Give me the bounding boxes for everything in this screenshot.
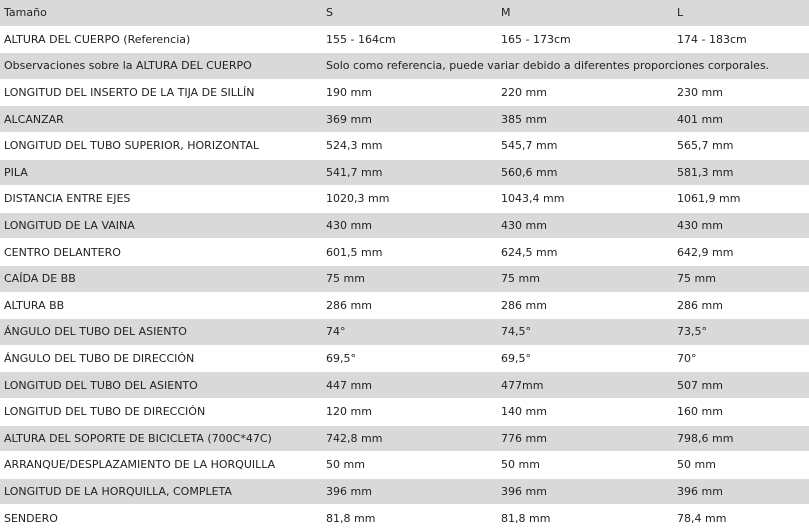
size-m-value: 220 mm	[497, 79, 673, 106]
table-row	[0, 452, 809, 479]
size-l-value: 507 mm	[673, 372, 809, 399]
table-row	[0, 106, 809, 133]
table-row	[0, 212, 809, 239]
size-s-value: 286 mm	[322, 292, 497, 319]
size-l-value: 396 mm	[673, 478, 809, 505]
size-m-header: M	[497, 0, 673, 26]
size-s-value: 430 mm	[322, 212, 497, 239]
row-note: Solo como referencia, puede variar debido a diferentes proporciones corporales.	[322, 53, 809, 80]
size-s-value: 120 mm	[322, 398, 497, 425]
size-l-header: L	[673, 0, 809, 26]
table-row	[0, 372, 809, 399]
size-m-value: 81,8 mm	[497, 505, 673, 532]
row-label: ALTURA DEL CUERPO (Referencia)	[0, 26, 322, 53]
table-row	[0, 478, 809, 505]
size-s-value: 190 mm	[322, 79, 497, 106]
row-label: LONGITUD DEL TUBO SUPERIOR, HORIZONTAL	[0, 132, 322, 159]
size-m-value: 430 mm	[497, 212, 673, 239]
row-label: SENDERO	[0, 505, 322, 532]
size-m-value: 545,7 mm	[497, 132, 673, 159]
row-label: LONGITUD DEL INSERTO DE LA TIJA DE SILLÍN	[0, 79, 322, 106]
table-row	[0, 398, 809, 425]
size-m-value: 75 mm	[497, 265, 673, 292]
size-s-value: 524,3 mm	[322, 132, 497, 159]
size-m-value: 50 mm	[497, 452, 673, 479]
size-s-value: 742,8 mm	[322, 425, 497, 452]
size-l-value: 75 mm	[673, 265, 809, 292]
row-label: ARRANQUE/DESPLAZAMIENTO DE LA HORQUILLA	[0, 452, 322, 479]
table-row	[0, 186, 809, 213]
header-label: Tamaño	[0, 0, 322, 26]
table-row	[0, 292, 809, 319]
size-m-value: 396 mm	[497, 478, 673, 505]
size-l-value: 1061,9 mm	[673, 186, 809, 213]
size-l-value: 174 - 183cm	[673, 26, 809, 53]
table-row	[0, 79, 809, 106]
size-m-value: 624,5 mm	[497, 239, 673, 266]
row-label: ALCANZAR	[0, 106, 322, 133]
size-l-value: 70°	[673, 345, 809, 372]
size-s-value: 447 mm	[322, 372, 497, 399]
size-m-value: 477mm	[497, 372, 673, 399]
size-s-value: 74°	[322, 319, 497, 346]
row-label: LONGITUD DEL TUBO DEL ASIENTO	[0, 372, 322, 399]
table-row	[0, 132, 809, 159]
size-m-value: 286 mm	[497, 292, 673, 319]
row-label: LONGITUD DE LA HORQUILLA, COMPLETA	[0, 478, 322, 505]
row-label: ALTURA DEL SOPORTE DE BICICLETA (700C*47C)	[0, 425, 322, 452]
size-l-value: 50 mm	[673, 452, 809, 479]
size-m-value: 385 mm	[497, 106, 673, 133]
size-l-value: 286 mm	[673, 292, 809, 319]
row-label: ÁNGULO DEL TUBO DEL ASIENTO	[0, 319, 322, 346]
size-s-value: 81,8 mm	[322, 505, 497, 532]
row-label: ÁNGULO DEL TUBO DE DIRECCIÓN	[0, 345, 322, 372]
size-l-value: 401 mm	[673, 106, 809, 133]
table-row	[0, 265, 809, 292]
size-m-value: 140 mm	[497, 398, 673, 425]
size-s-value: 155 - 164cm	[322, 26, 497, 53]
size-s-value: 1020,3 mm	[322, 186, 497, 213]
size-l-value: 160 mm	[673, 398, 809, 425]
table-row	[0, 239, 809, 266]
size-l-value: 78,4 mm	[673, 505, 809, 532]
size-l-value: 230 mm	[673, 79, 809, 106]
size-l-value: 73,5°	[673, 319, 809, 346]
size-l-value: 642,9 mm	[673, 239, 809, 266]
size-s-value: 541,7 mm	[322, 159, 497, 186]
size-s-value: 50 mm	[322, 452, 497, 479]
size-l-value: 565,7 mm	[673, 132, 809, 159]
table-row	[0, 159, 809, 186]
size-m-value: 69,5°	[497, 345, 673, 372]
size-m-value: 776 mm	[497, 425, 673, 452]
size-l-value: 581,3 mm	[673, 159, 809, 186]
size-l-value: 798,6 mm	[673, 425, 809, 452]
table-row	[0, 53, 809, 80]
size-s-value: 75 mm	[322, 265, 497, 292]
size-l-value: 430 mm	[673, 212, 809, 239]
size-m-value: 74,5°	[497, 319, 673, 346]
size-m-value: 165 - 173cm	[497, 26, 673, 53]
table-row	[0, 425, 809, 452]
row-label: LONGITUD DE LA VAINA	[0, 212, 322, 239]
size-s-value: 69,5°	[322, 345, 497, 372]
table-row	[0, 26, 809, 53]
table-row	[0, 505, 809, 532]
row-label: CENTRO DELANTERO	[0, 239, 322, 266]
size-s-value: 396 mm	[322, 478, 497, 505]
size-s-value: 601,5 mm	[322, 239, 497, 266]
row-label: ALTURA BB	[0, 292, 322, 319]
size-m-value: 560,6 mm	[497, 159, 673, 186]
header-row	[0, 0, 809, 26]
row-label: Observaciones sobre la ALTURA DEL CUERPO	[0, 53, 322, 80]
size-s-value: 369 mm	[322, 106, 497, 133]
size-m-value: 1043,4 mm	[497, 186, 673, 213]
table-row	[0, 319, 809, 346]
table-row	[0, 345, 809, 372]
size-s-header: S	[322, 0, 497, 26]
row-label: PILA	[0, 159, 322, 186]
row-label: LONGITUD DEL TUBO DE DIRECCIÓN	[0, 398, 322, 425]
row-label: DISTANCIA ENTRE EJES	[0, 186, 322, 213]
row-label: CAÍDA DE BB	[0, 265, 322, 292]
